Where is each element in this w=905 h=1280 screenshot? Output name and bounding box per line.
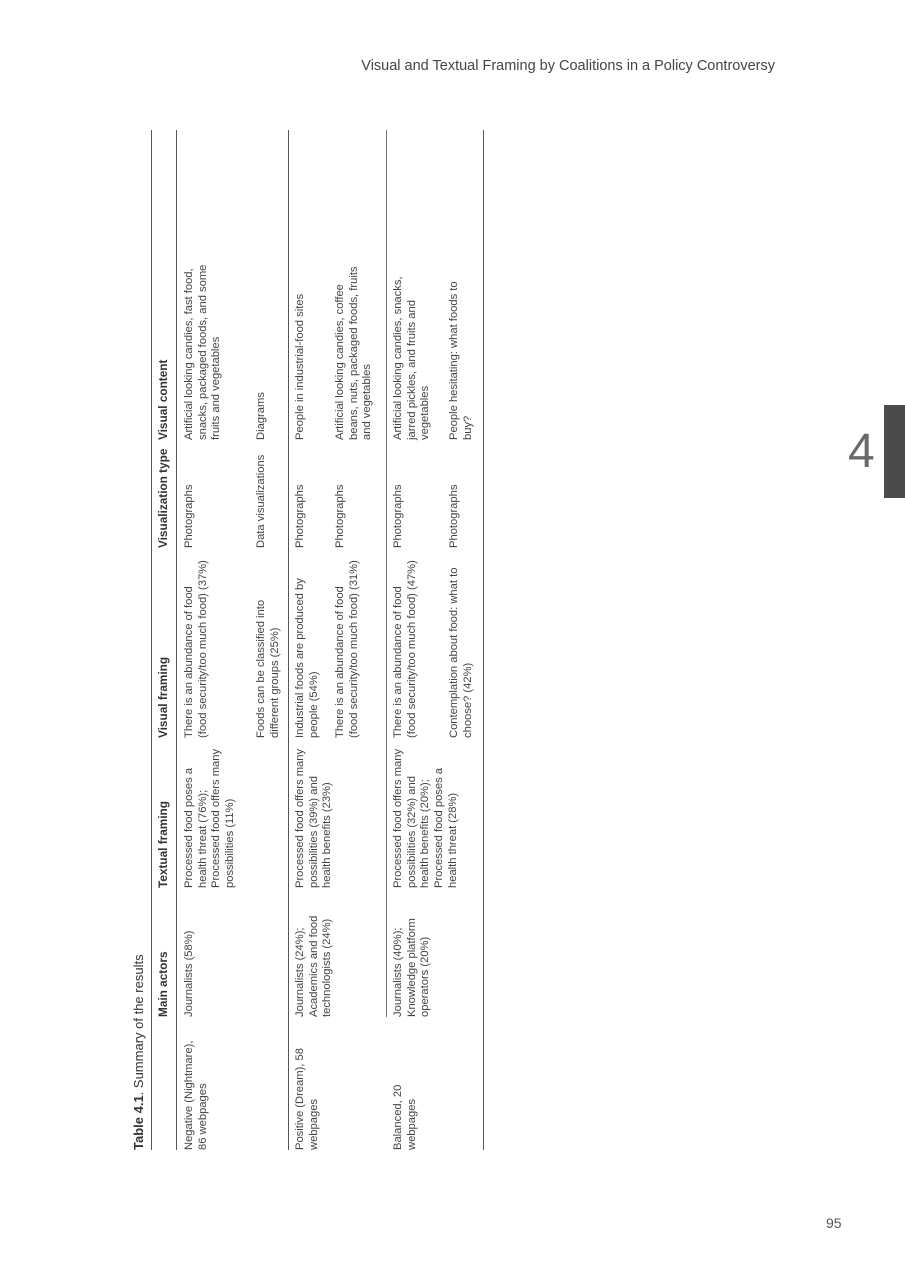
visual-framing-cell: There is an abundance of food (food security/too much food) (31%) [334, 560, 360, 738]
group-rule [386, 130, 387, 1017]
header-visual-framing: Visual framing [156, 656, 170, 738]
visual-content-cell: Artificial looking candies, fast food, snacks, packaged foods, and some fruits and vegetables [183, 264, 223, 440]
visualization-type-cell: Photographs [294, 484, 306, 548]
chapter-tab [884, 405, 905, 498]
table-label: Table 4.1 [131, 1095, 146, 1150]
textual-framing-balanced: Processed food offers many possibilities (32%) and health benefits (20%); Processed food poses a health threat (28%) [392, 748, 459, 888]
page-number: 95 [826, 1215, 842, 1231]
visual-content-cell: People hesitating: what foods to buy? [448, 281, 474, 440]
header-visualization-type: Visualization type [156, 448, 170, 548]
visualization-type-cell: Data visualizations [255, 454, 267, 548]
visualization-type-cell: Photographs [448, 484, 460, 548]
header-main-actors: Main actors [156, 951, 170, 1017]
textual-framing-positive: Processed food offers many possibilities (39%) and health benefits (23%) [294, 748, 334, 888]
group-name-negative: Negative (Nightmare), 86 webpages [183, 1040, 209, 1150]
visual-content-cell: Artificial looking candies, snacks, jarred pickles, and fruits and vegetables [392, 276, 432, 440]
header-visual-content: Visual content [156, 359, 170, 440]
visual-framing-cell: Contemplation about food: what to choose? (42%) [448, 567, 474, 738]
visual-framing-cell: Industrial foods are produced by people (54%) [294, 578, 320, 738]
table-caption [131, 954, 147, 1150]
top-rule [151, 130, 152, 1150]
header-textual-framing: Textual framing [156, 801, 170, 888]
running-head: Visual and Textual Framing by Coalitions in a Policy Controversy [361, 58, 775, 74]
main-actors-balanced: Journalists (40%); Knowledge platform operators (20%) [392, 918, 432, 1017]
visualization-type-cell: Photographs [334, 484, 346, 548]
visualization-type-cell: Photographs [392, 484, 404, 548]
rotated-table [128, 130, 488, 1150]
group-name-positive: Positive (Dream), 58 webpages [294, 1048, 320, 1150]
visual-content-cell: Artificial looking candies, coffee beans, nuts, packaged foods, fruits and vegetables [334, 266, 374, 440]
chapter-number: 4 [848, 425, 875, 478]
visual-content-cell: People in industrial-food sites [294, 293, 306, 440]
group-rule [288, 130, 289, 1150]
visual-framing-cell: Foods can be classified into different groups (25%) [255, 599, 281, 738]
group-name-balanced: Balanced, 20 webpages [392, 1084, 418, 1150]
main-actors-positive: Journalists (24%); Academics and food technologists (24%) [294, 915, 334, 1017]
visual-framing-cell: There is an abundance of food (food security/too much food) (37%) [183, 560, 209, 738]
main-actors-negative: Journalists (58%) [183, 930, 195, 1017]
bottom-rule [483, 130, 484, 1150]
header-rule [176, 130, 177, 1150]
visualization-type-cell: Photographs [183, 484, 195, 548]
visual-content-cell: Diagrams [255, 392, 267, 440]
table-caption-text: . Summary of the results [131, 954, 146, 1096]
textual-framing-negative: Processed food poses a health threat (76%); Processed food offers many possibilities (11%) [183, 748, 236, 888]
visual-framing-cell: There is an abundance of food (food security/too much food) (47%) [392, 560, 418, 738]
